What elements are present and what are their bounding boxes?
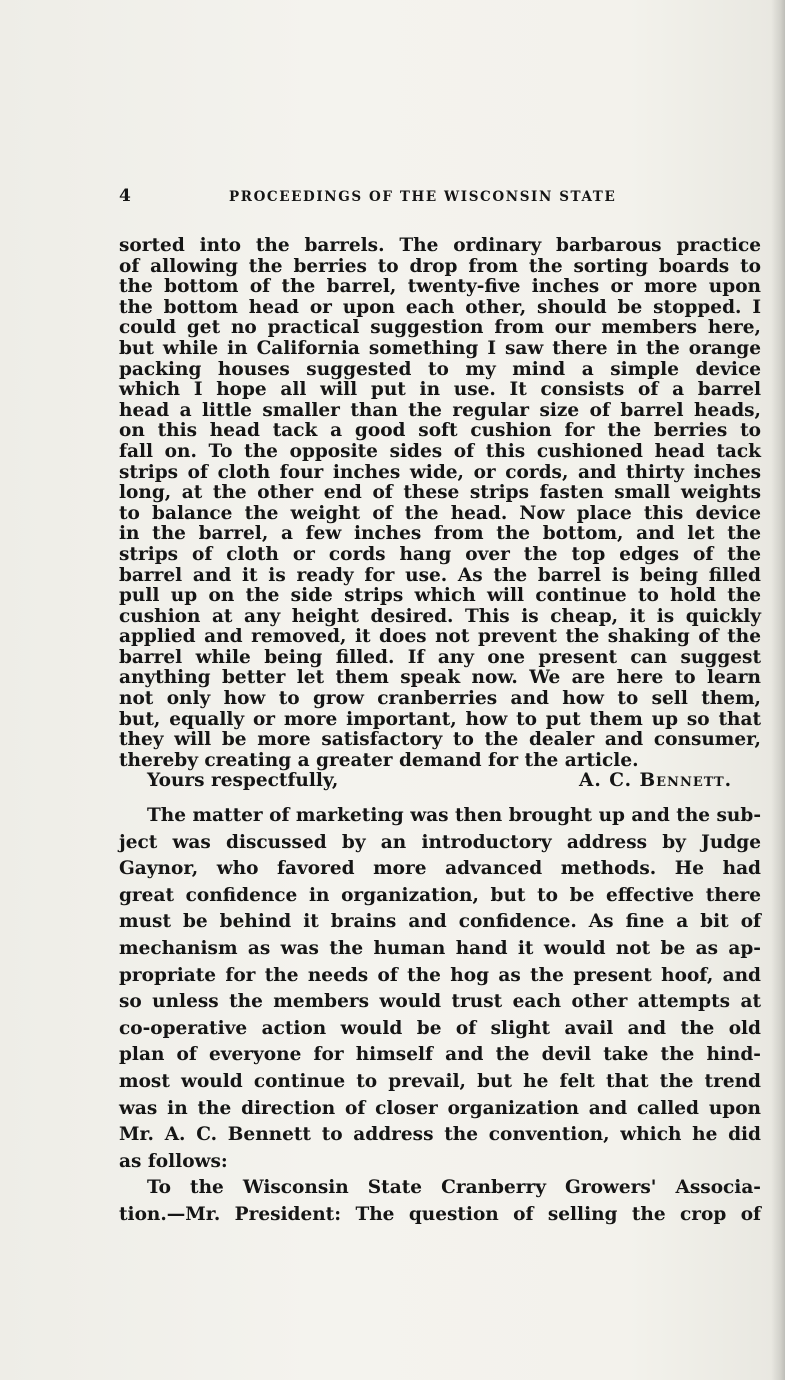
letter-line: barrel while being filled. If any one present can suggest (119, 646, 761, 668)
report-line: mechanism as was the human hand it would not be as ap- (119, 937, 761, 959)
letter-line: to balance the weight of the head. Now place this device (119, 502, 761, 524)
letter-line: barrel and it is ready for use. As the barrel is being filled (119, 564, 761, 586)
letter-line: but while in California something I saw there in the orange (119, 337, 761, 359)
page-gutter-shadow (771, 0, 785, 1380)
report-line: must be behind it brains and confidence. As fine a bit of (119, 911, 761, 933)
letter-line: the bottom of the barrel, twenty-five inches or more upon (119, 276, 761, 298)
letter-line: but, equally or more important, how to put them up so that (119, 708, 761, 730)
signature: A. C. Bennett. (579, 770, 733, 792)
letter-line: head a little smaller than the regular size of barrel heads, (119, 399, 761, 421)
letter-line: could get no practical suggestion from our members here, (119, 317, 761, 339)
letter-line: on this head tack a good soft cushion for the berries to (119, 420, 761, 442)
letter-line: long, at the other end of these strips fasten small weights (119, 482, 761, 504)
letter-line: in the barrel, a few inches from the bottom, and let the (119, 523, 761, 545)
report-body (119, 803, 761, 1229)
letter-line: thereby creating a greater demand for the article. (119, 749, 639, 771)
report-line: was in the direction of closer organization and called upon (119, 1097, 761, 1119)
letter-line: pull up on the side strips which will continue to hold the (119, 585, 761, 607)
letter-line: applied and removed, it does not prevent the shaking of the (119, 626, 761, 648)
letter-line: of allowing the berries to drop from the sorting boards to (119, 255, 761, 277)
letter-line: strips of cloth or cords hang over the top edges of the (119, 543, 761, 565)
report-line: ject was discussed by an introductory address by Judge (119, 831, 761, 853)
report-line: Mr. A. C. Bennett to address the convention, which he did (119, 1124, 761, 1146)
report-line: plan of everyone for himself and the devil take the hind- (119, 1044, 761, 1066)
letter-line: they will be more satisfactory to the dealer and consumer, (119, 729, 761, 751)
letter-line: which I hope all will put in use. It consists of a barrel (119, 379, 761, 401)
report-line: as follows: (119, 1150, 228, 1172)
report-line: To the Wisconsin State Cranberry Growers' Associa- (147, 1177, 761, 1199)
report-line: co-operative action would be of slight avail and the old (119, 1017, 761, 1039)
letter-line: anything better let them speak now. We are here to learn (119, 667, 761, 689)
report-line: great confidence in organization, but to be effective there (119, 884, 761, 906)
report-line: The matter of marketing was then brought up and the sub- (147, 805, 761, 826)
complimentary-close: Yours respectfully, (147, 770, 339, 792)
report-line: most would continue to prevail, but he felt that the trend (119, 1070, 761, 1092)
report-line: tion.—Mr. President: The question of selling the crop of (119, 1203, 761, 1225)
letter-body (119, 236, 761, 792)
letter-line: strips of cloth four inches wide, or cords, and thirty inches (119, 461, 761, 483)
running-head (119, 186, 679, 208)
letter-line: sorted into the barrels. The ordinary barbarous practice (119, 235, 761, 256)
letter-line: cushion at any height desired. This is cheap, it is quickly (119, 605, 761, 627)
letter-line: not only how to grow cranberries and how to sell them, (119, 688, 761, 710)
report-line: Gaynor, who favored more advanced methods. He had (119, 858, 761, 880)
report-line: propriate for the needs of the hog as the present hoof, and (119, 964, 761, 986)
letter-closing (119, 771, 761, 792)
letter-line: fall on. To the opposite sides of this cushioned head tack (119, 440, 761, 462)
running-title: PROCEEDINGS OF THE WISCONSIN STATE (229, 189, 617, 205)
page-number: 4 (119, 186, 131, 206)
letter-line: packing houses suggested to my mind a simple device (119, 358, 761, 380)
report-line: so unless the members would trust each other attempts at (119, 991, 761, 1013)
letter-line: the bottom head or upon each other, should be stopped. I (119, 296, 761, 318)
